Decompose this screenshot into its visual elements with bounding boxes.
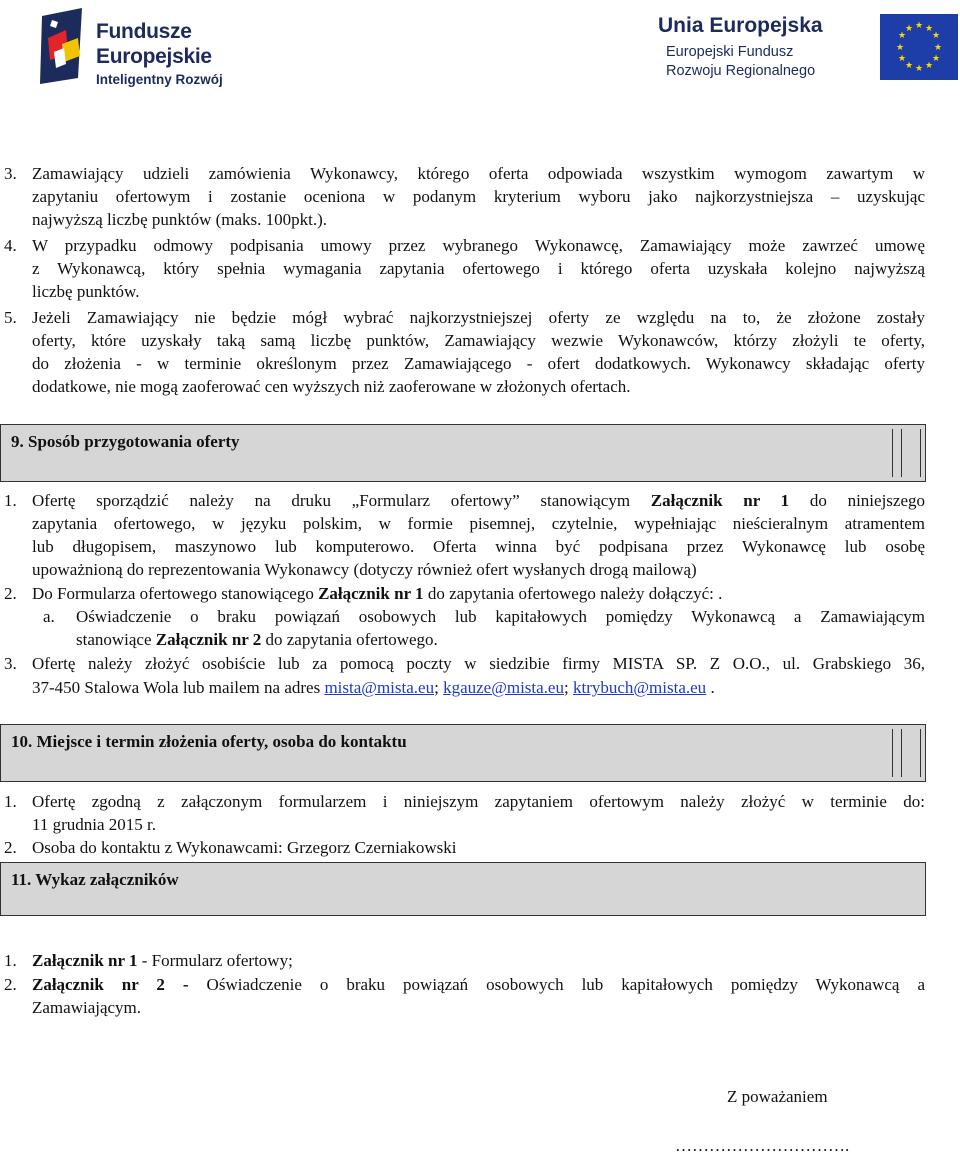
svg-text:★: ★ bbox=[914, 64, 924, 74]
svg-text:★: ★ bbox=[904, 61, 914, 71]
svg-text:★: ★ bbox=[904, 24, 914, 34]
svg-text:★: ★ bbox=[914, 21, 924, 31]
logo-right-line3: Rozwoju Regionalnego bbox=[666, 63, 816, 79]
paragraph-line: oferty, które uzyskały taką samą liczbę punktów, Zamawiający wezwie Wykonawców, którzy złożyli te oferty, bbox=[32, 331, 925, 350]
paragraph-line: Załącznik nr 1 - Formularz ofertowy; bbox=[32, 951, 293, 970]
closing-greeting: Z poważaniem bbox=[727, 1087, 828, 1106]
paragraph-line: liczbę punktów. bbox=[32, 282, 140, 301]
email-link-mista[interactable]: mista@mista.eu bbox=[324, 678, 435, 697]
item-number: 2. bbox=[4, 975, 17, 994]
paragraph-line: Do Formularza ofertowego stanowiącego Załącznik nr 1 do zapytania ofertowego należy dołączyć: . bbox=[32, 584, 723, 603]
paragraph-line: Zamawiającym. bbox=[32, 998, 142, 1017]
unia-europejska-logo bbox=[655, 14, 960, 86]
section-10-title: 10. Miejsce i termin złożenia oferty, osoba do kontaktu bbox=[11, 732, 407, 751]
item-number: 1. bbox=[4, 491, 17, 510]
paragraph-line: dodatkowe, nie mogą zaoferować cen wyższych niż zaoferowane w złożonych ofertach. bbox=[32, 377, 631, 396]
section-11-title: 11. Wykaz załączników bbox=[11, 870, 179, 889]
svg-text:★: ★ bbox=[931, 54, 941, 64]
paragraph-line: upoważnioną do reprezentowania Wykonawcy (dotyczy również ofert wysłanych drogą mailową) bbox=[32, 560, 697, 579]
paragraph-line: Ofertę należy złożyć osobiście lub za pomocą poczty w siedzibie firmy MISTA SP. Z O.O., ul. Grabskiego 36, bbox=[32, 654, 925, 673]
paragraph-line: Zamawiający udzieli zamówienia Wykonawcy, którego oferta odpowiada wszystkim wymogom zawartym w bbox=[32, 164, 925, 183]
email-link-kgauze[interactable]: kgauze@mista.eu bbox=[443, 678, 564, 697]
logo-right-line2: Europejski Fundusz bbox=[666, 44, 794, 60]
section-11-heading-box bbox=[0, 862, 926, 916]
logo-right-line1: Unia Europejska bbox=[658, 14, 823, 37]
item-number: 1. bbox=[4, 792, 17, 811]
paragraph-line: 11 grudnia 2015 r. bbox=[32, 815, 157, 834]
section-9-heading-box bbox=[0, 424, 926, 482]
email-link-ktrybuch[interactable]: ktrybuch@mista.eu bbox=[572, 678, 707, 697]
svg-text:★: ★ bbox=[924, 61, 934, 71]
paragraph-line: stanowiące Załącznik nr 2 do zapytania ofertowego. bbox=[76, 630, 438, 649]
paragraph-line: Załącznik nr 2 - Oświadczenie o braku powiązań osobowych lub kapitałowych pomiędzy Wykonawcą a bbox=[32, 975, 925, 994]
section-9-title: 9. Sposób przygotowania oferty bbox=[11, 432, 240, 451]
paragraph-line: lub długopisem, maszynowo lub komputerowo. Oferta winna być podpisana przez Wykonawcę lub osobę bbox=[32, 537, 925, 556]
svg-text:★: ★ bbox=[897, 54, 907, 64]
fundusze-europejskie-logo bbox=[38, 8, 248, 88]
paragraph-line: do złożenia - w terminie określonym przez Zamawiającego - ofert dodatkowych. Wykonawcy składając oferty bbox=[32, 354, 925, 373]
svg-text:★: ★ bbox=[931, 31, 941, 41]
logo-left-line1: Fundusze bbox=[96, 20, 192, 43]
paragraph-line: Jeżeli Zamawiający nie będzie mógł wybrać najkorzystniejszej oferty ze względu na to, że złożone zostały bbox=[32, 308, 925, 327]
item-number: 2. bbox=[4, 584, 17, 603]
fe-emblem-icon bbox=[38, 8, 94, 84]
section-10-heading-box bbox=[0, 724, 926, 782]
sub-item-letter: a. bbox=[43, 607, 55, 626]
logo-left-line3: Inteligentny Rozwój bbox=[96, 72, 223, 87]
signature-dots: …………………………. bbox=[675, 1136, 850, 1155]
svg-text:★: ★ bbox=[933, 43, 943, 53]
item-number: 3. bbox=[4, 164, 17, 183]
svg-text:★: ★ bbox=[895, 43, 905, 53]
item-number: 4. bbox=[4, 236, 17, 255]
paragraph-line: Osoba do kontaktu z Wykonawcami: Grzegorz Czerniakowski bbox=[32, 838, 457, 857]
paragraph-line: 37-450 Stalowa Wola lub mailem na adres mista@mista.eu; kgauze@mista.eu; ktrybuch@mista.eu . bbox=[32, 678, 715, 697]
item-number: 1. bbox=[4, 951, 17, 970]
svg-text:★: ★ bbox=[924, 24, 934, 34]
paragraph-line: Ofertę sporządzić należy na druku „Formularz ofertowy” stanowiącym Załącznik nr 1 do niniejszego bbox=[32, 491, 926, 510]
paragraph-line: W przypadku odmowy podpisania umowy przez wybranego Wykonawcę, Zamawiający może zawrzeć umowę bbox=[32, 236, 925, 255]
eu-flag-icon bbox=[880, 14, 958, 80]
item-number: 5. bbox=[4, 308, 17, 327]
logo-left-line2: Europejskie bbox=[96, 45, 212, 68]
paragraph-line: z Wykonawcą, który spełnia wymagania zapytania ofertowego i którego oferta uzyskała kolejno najwyższą bbox=[32, 259, 925, 278]
svg-text:★: ★ bbox=[897, 31, 907, 41]
paragraph-line: Oświadczenie o braku powiązań osobowych lub kapitałowych pomiędzy Wykonawcą a Zamawiającym bbox=[76, 607, 925, 626]
item-number: 2. bbox=[4, 838, 17, 857]
paragraph-line: zapytania ofertowego, w języku polskim, w formie pisemnej, czytelnie, wypełniając nieścieralnym atramentem bbox=[32, 514, 925, 533]
item-number: 3. bbox=[4, 654, 17, 673]
paragraph-line: zapytaniu ofertowym i zostanie oceniona w podanym kryterium wyboru jako najkorzystniejsza – uzyskując bbox=[32, 187, 925, 206]
paragraph-line: najwyższą liczbę punktów (maks. 100pkt.). bbox=[32, 210, 328, 229]
paragraph-line: Ofertę zgodną z załączonym formularzem i niniejszym zapytaniem ofertowym należy złożyć w terminie do: bbox=[32, 792, 925, 811]
